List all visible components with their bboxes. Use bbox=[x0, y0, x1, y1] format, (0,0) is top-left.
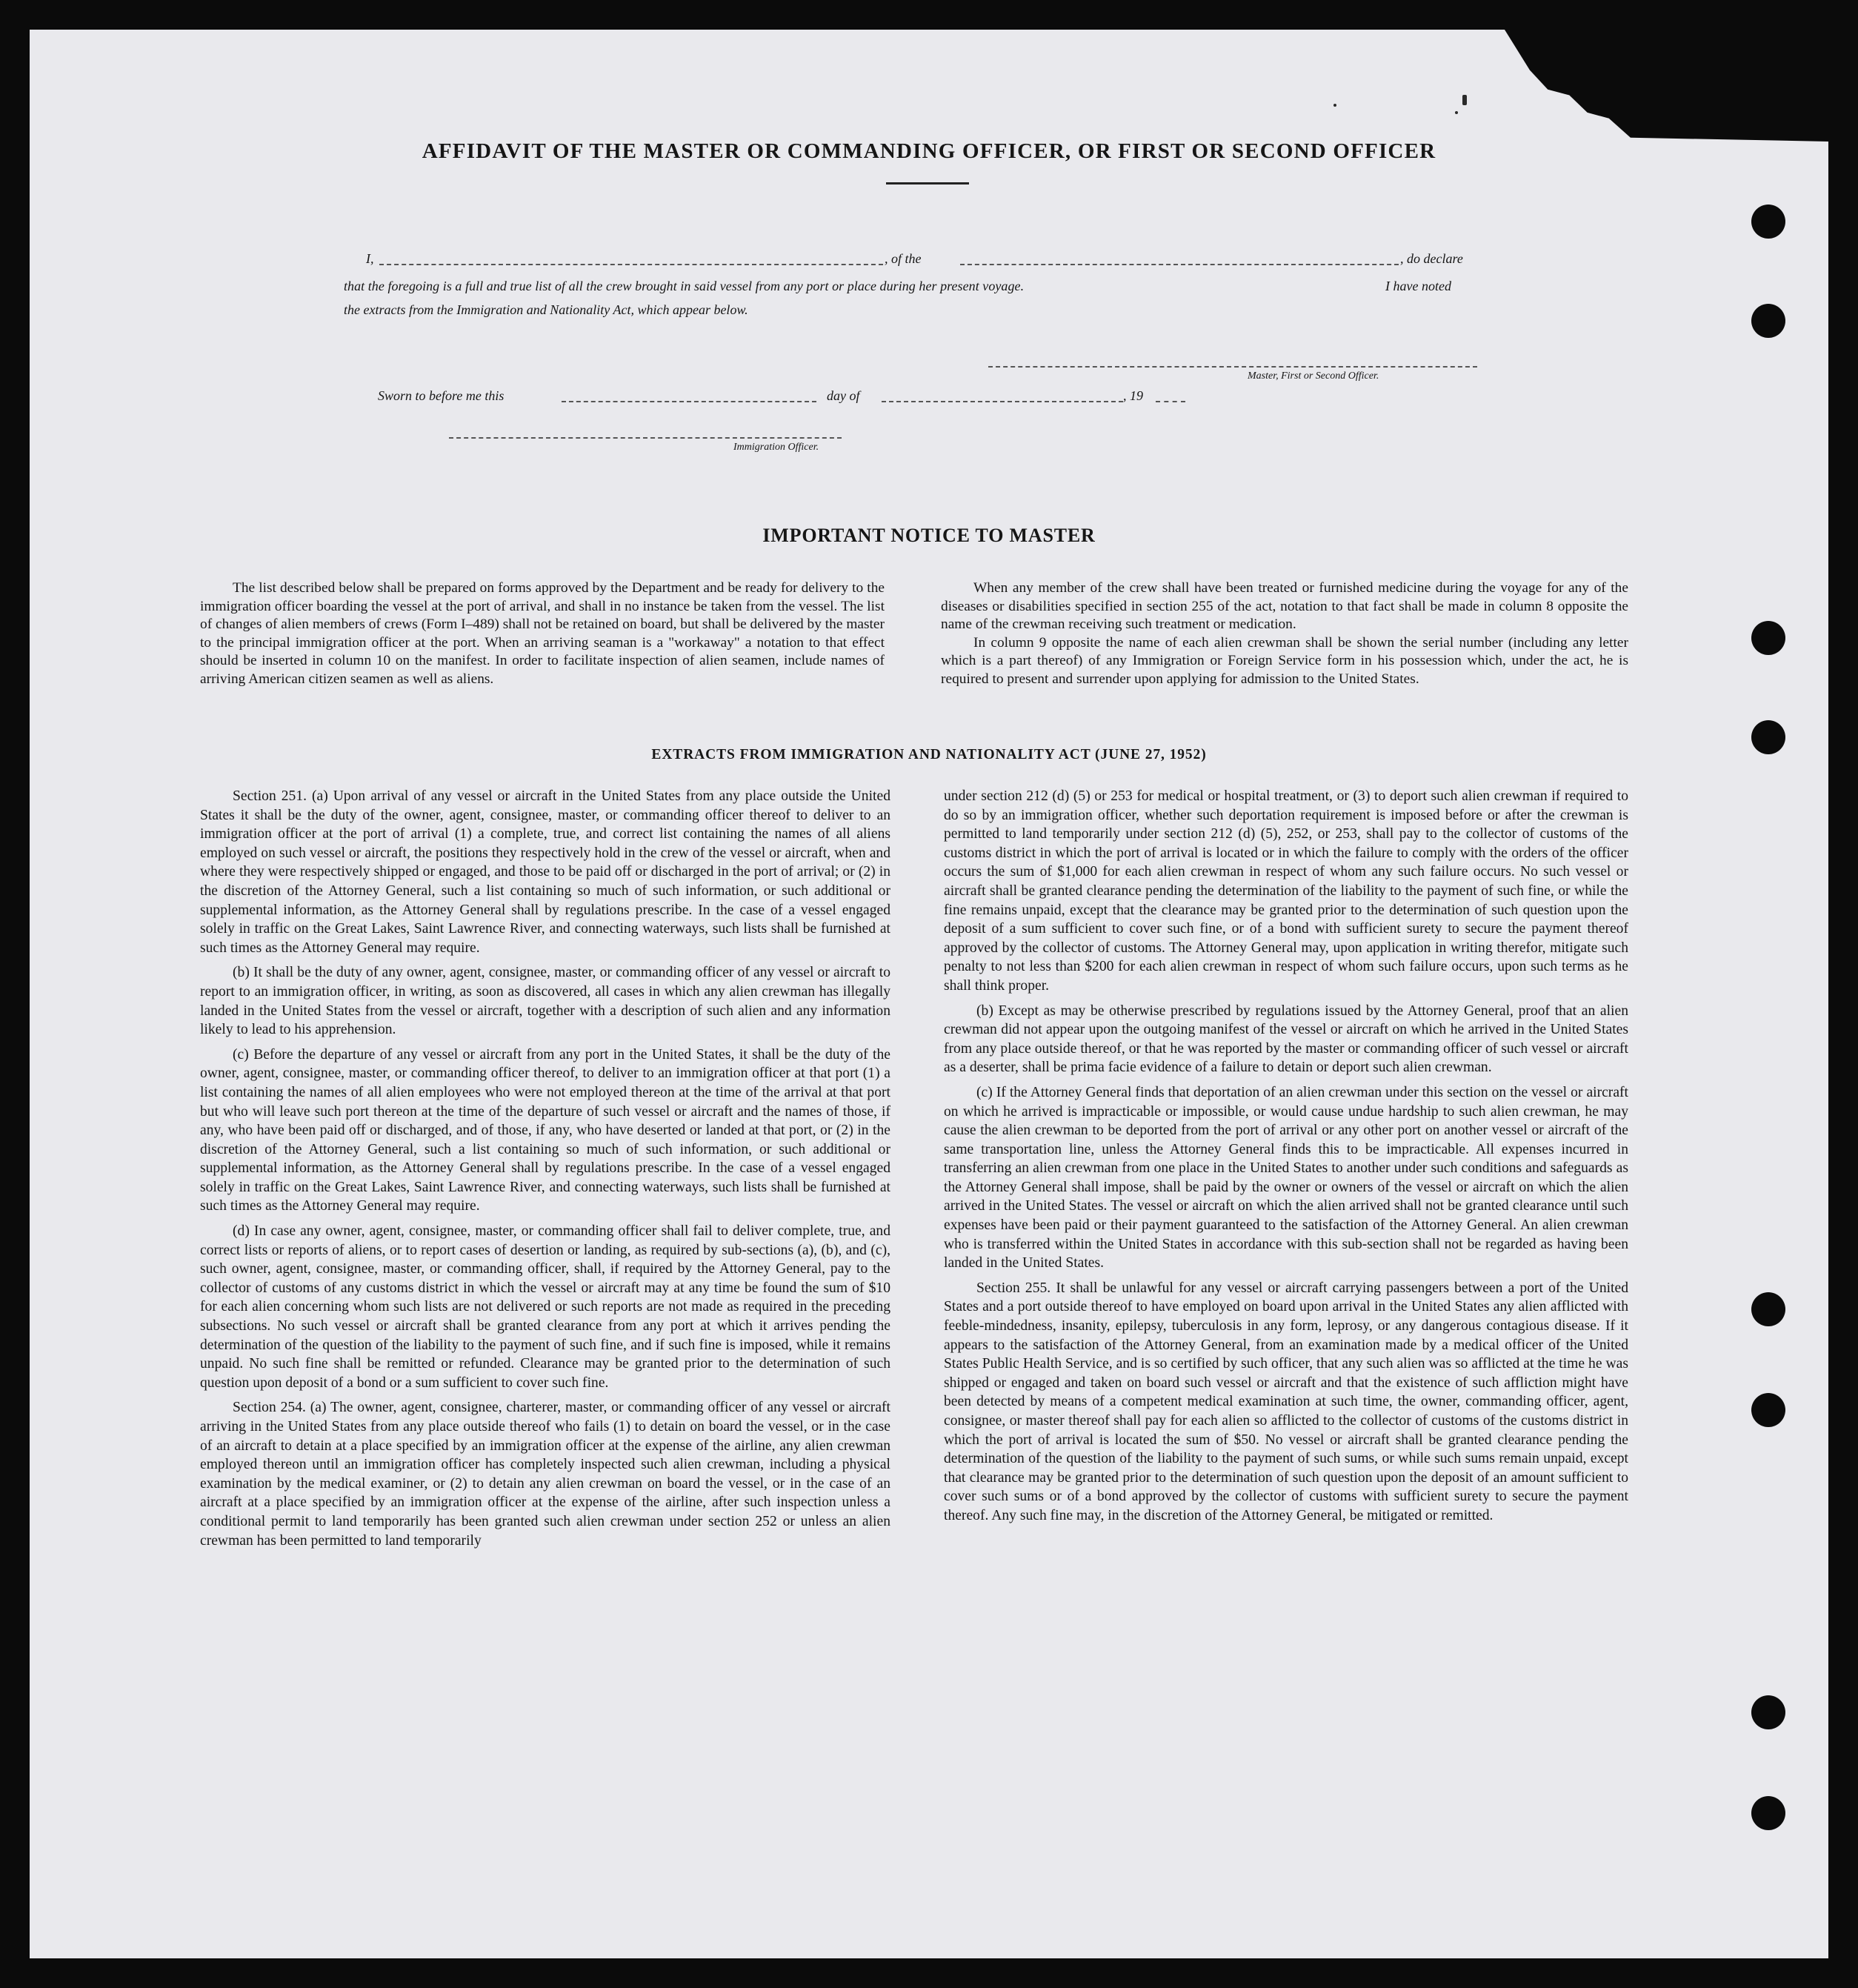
notice-paragraph: When any member of the crew shall have been treated or furnished medicine during the voyage for any of the diseases or disabilities specified in section 255 of the act, notation to that fact shall be made in column 8 opposite the name of the crewman receiving such treatment or medication. bbox=[941, 580, 1628, 633]
officer-signature-field[interactable] bbox=[449, 437, 842, 439]
section-251b-paragraph: (b) It shall be the duty of any owner, agent, consignee, master, or commanding officer of any vessel or aircraft to report to an immigration officer, in writing, as soon as discovered, all cases in which any alien crewman has illegally landed in the United States from the vessel or aircraft, together with a description of such alien and any information likely to lead to his apprehension. bbox=[200, 965, 890, 1038]
punch-hole bbox=[1751, 1695, 1785, 1729]
affidavit-statement-end: I have noted bbox=[1385, 279, 1451, 293]
punch-hole bbox=[1751, 1393, 1785, 1427]
section-255-paragraph: Section 255. It shall be unlawful for any vessel or aircraft carrying passengers between a port of the United States and a port outside thereof to have employed on board upon arrival in the United States any alien afflicted with feeble-mindedness, insanity, epilepsy, tuberculosis in any form, leprosy, or any dangerous contagious disease. If it appears to the satisfaction of the Attorney General, from an examination made by a medical officer of the United States Public Health Service, and is so certified by such officer, that any such alien was so afflicted at the time he was shipped or engaged and taken on board such vessel or aircraft and that the existence of such affliction might have been detected by means of a competent medical examination at such time, the owner, commanding officer, agent, consignee, or master thereof shall pay for each alien so afflicted to the collector of customs of the customs district in which the port of arrival is located the sum of $50. No vessel or aircraft shall be granted clearance pending the determination of the question of the liability to the payment of such sums, or while such sums remain unpaid, except that clearance may be granted prior to the determination of such question upon the deposit of an amount sufficient to cover such sums or of a bond approved by the collector of customs with sufficient surety to secure the payment thereof. Any such fine may, in the discretion of the Attorney General, be mitigated or remitted. bbox=[944, 1280, 1628, 1523]
punch-hole bbox=[1751, 1796, 1785, 1830]
ink-speck bbox=[1333, 104, 1336, 107]
day-of-label: day of bbox=[827, 388, 860, 403]
notice-title: IMPORTANT NOTICE TO MASTER bbox=[762, 525, 1096, 546]
master-signature-label: Master, First or Second Officer. bbox=[1248, 370, 1379, 382]
affidavit-title: AFFIDAVIT OF THE MASTER OR COMMANDING OFFICER, OR FIRST OR SECOND OFFICER bbox=[422, 139, 1436, 163]
affidavit-statement-line: that the foregoing is a full and true list of all the crew brought in said vessel from any port or place during her present voyage. bbox=[344, 279, 1025, 293]
affidavit-of-the-label: , of the bbox=[885, 251, 922, 266]
sworn-year-field[interactable] bbox=[1156, 401, 1185, 402]
section-251d-paragraph: (d) In case any owner, agent, consignee, master, or commanding officer shall fail to deliver complete, true, and correct lists or reports of aliens, or to report cases of desertion or landing, as required by sub-sections (a), (b), and (c), such owner, agent, consignee, master, or commanding officer, shall, if required by the Attorney General, pay to the collector of customs of any customs district in which the vessel or aircraft may at any time be found the sum of $10 for each alien concerning whom such lists are not delivered or such reports are not made as required in the preceding subsections. No such vessel or aircraft shall be granted clearance from any port at which it arrives pending the determination of the question of the liability to the payment of such fine, and if such fine is imposed, while it remains unpaid. No such fine shall be remitted or refunded. Clearance may be granted prior to the determination of such question upon deposit of a bond or a sum sufficient to cover such fine. bbox=[200, 1223, 890, 1391]
affidavit-i-label: I, bbox=[366, 251, 374, 266]
sworn-label: Sworn to before me this bbox=[378, 388, 505, 403]
affidavit-extracts-line: the extracts from the Immigration and Nationality Act, which appear below. bbox=[344, 302, 748, 317]
section-254c-paragraph: (c) If the Attorney General finds that deportation of an alien crewman under this section on the vessel or aircraft on which he arrived is impracticable or impossible, or would cause undue hardship to such alien crewman, he may cause the alien crewman to be deported from the port of arrival or any other port on another vessel or aircraft of the same transportation line, unless the Attorney General finds this to be impracticable. All expenses incurred in transferring an alien crewman from one place in the United States to another under such conditions and safeguards as the Attorney General shall impose, shall be paid by the owner or owners of the vessel or aircraft on which the alien arrived in the United States. The vessel or aircraft on which the alien arrived shall not be granted clearance until such expenses have been paid or their payment guaranteed to the satisfaction of the Attorney General. An alien crewman who is transferred within the United States in accordance with this sub-section shall not be regarded as having been landed in the United States. bbox=[944, 1084, 1628, 1271]
ink-speck bbox=[1462, 95, 1467, 105]
ink-speck bbox=[1455, 111, 1458, 114]
notice-left-column bbox=[200, 579, 885, 689]
affidavit-do-declare: , do declare bbox=[1400, 251, 1463, 266]
sworn-month-field[interactable] bbox=[882, 401, 1123, 402]
notice-right-column bbox=[941, 579, 1628, 689]
punch-hole bbox=[1751, 1292, 1785, 1326]
section-254a-continued-paragraph: under section 212 (d) (5) or 253 for medical or hospital treatment, or (3) to deport such alien crewman if required to do so by an immigration officer, whether such deportation requirement is imposed before or after the crewman is permitted to land temporarily under section 212 (d) (5), 252, or 253, shall pay to the collector of customs of the customs district in which the port of arrival is located or in which the failure to comply with the orders of the officer occurs the sum of $1,000 for each alien crewman in respect of whom any such failure occurs. No such vessel or aircraft shall be granted clearance pending the determination of the liability to the payment of such fine, or while the fine remains unpaid, except that the clearance may be granted prior to the determination of such question upon the deposit of a sum sufficient to cover such fine, or of a bond with sufficient surety to secure the payment thereof approved by the collector of customs. The Attorney General may, upon application in writing therefor, mitigate such penalty to not less than $200 for each alien crewman in respect of whom such failure occurs, upon such terms as he shall think proper. bbox=[944, 788, 1628, 994]
master-name-field[interactable] bbox=[379, 264, 883, 265]
extracts-title: EXTRACTS FROM IMMIGRATION AND NATIONALITY ACT (JUNE 27, 1952) bbox=[651, 747, 1207, 762]
punch-hole bbox=[1751, 205, 1785, 239]
notice-paragraph: The list described below shall be prepared on forms approved by the Department and be ready for delivery to the immigration officer boarding the vessel at the port of arrival, and shall in no instance be taken from the vessel. The list of changes of alien members of crews (Form I–489) shall not be retained on board, but shall be delivered by the master to the principal immigration officer at the port. When an arriving seaman is a "workaway" a notation to that effect should be inserted in column 10 on the manifest. In order to facilitate inspection of alien seamen, include names of arriving American citizen seamen as well as aliens. bbox=[200, 580, 885, 687]
section-251c-paragraph: (c) Before the departure of any vessel or aircraft from any port in the United States, it shall be the duty of the owner, agent, consignee, master, or commanding officer thereof, to deliver to an immigration officer at that port (1) a list containing the names of all alien employees who were not employed thereon at the time of the arrival at that port but who will leave such port thereon at the time of the departure of such vessel or aircraft and the names of those, if any, who have been paid off or discharged, and of those, if any, who have deserted or landed at that port, or (2) in the discretion of the Attorney General, such a list containing so much of such information, or such additional or supplemental information, as the Attorney General shall by regulations prescribe. In the case of a vessel engaged solely in traffic on the Great Lakes, Saint Lawrence River, and connecting waterways, such lists shall be furnished at such times as the Attorney General may require. bbox=[200, 1046, 890, 1214]
extracts-right-column bbox=[944, 787, 1628, 1526]
extracts-left-column bbox=[200, 787, 890, 1550]
section-254b-paragraph: (b) Except as may be otherwise prescribed by regulations issued by the Attorney General, proof that an alien crewman did not appear upon the outgoing manifest of the vessel or aircraft on which he arrived in the United States from any place outside thereof, or that he was reported by the master or commanding officer of such vessel or aircraft as a deserter, shall be prima facie evidence of a failure to detain or deport such alien crewman. bbox=[944, 1003, 1628, 1076]
sworn-day-field[interactable] bbox=[562, 401, 816, 402]
notice-paragraph: In column 9 opposite the name of each alien crewman shall be shown the serial number (including any letter which is a part thereof) of any Immigration or Foreign Service form in his possession which, under the act, he is required to present and surrender upon applying for admission to the United States. bbox=[941, 634, 1628, 687]
section-251a-paragraph: Section 251. (a) Upon arrival of any vessel or aircraft in the United States from any place outside the United States it shall be the duty of the owner, agent, consignee, master, or commanding officer thereof to deliver to an immigration officer at the port of arrival (1) a complete, true, and correct list containing the names of all aliens employed on such vessel or aircraft, the positions they respectively hold in the crew of the vessel or aircraft, when and where they were respectively shipped or engaged, and those to be paid off or discharged in the port of arrival; or (2) in the discretion of the Attorney General, such a list containing so much of such information, or such additional or supplemental information, as the Attorney General shall by regulations prescribe. In the case of a vessel engaged solely in traffic on the Great Lakes, Saint Lawrence River, and connecting waterways, such lists shall be furnished at such times as the Attorney General may require. bbox=[200, 788, 890, 956]
title-underline bbox=[886, 182, 969, 184]
master-signature-field[interactable] bbox=[988, 366, 1477, 368]
punch-hole bbox=[1751, 621, 1785, 655]
section-254a-paragraph: Section 254. (a) The owner, agent, consignee, charterer, master, or commanding officer of any vessel or aircraft arriving in the United States from any place outside thereof who fails (1) to detain on board the vessel, or in the case of an aircraft to detain at a place specified by an immigration officer at the expense of the airline, any alien crewman employed thereon until an immigration officer has completely inspected such alien crewman, including a physical examination by the medical examiner, or (2) to detain any alien crewman on board the vessel, or in the case of an aircraft at a place specified by an immigration officer at the expense of the airline, after such inspection unless a conditional permit to land temporarily has been granted such alien crewman under section 252 or unless an alien crewman has been permitted to land temporarily bbox=[200, 1400, 890, 1549]
year-label: , 19 bbox=[1123, 388, 1143, 403]
officer-signature-label: Immigration Officer. bbox=[733, 442, 819, 453]
punch-hole bbox=[1751, 304, 1785, 338]
vessel-name-field[interactable] bbox=[960, 264, 1399, 265]
